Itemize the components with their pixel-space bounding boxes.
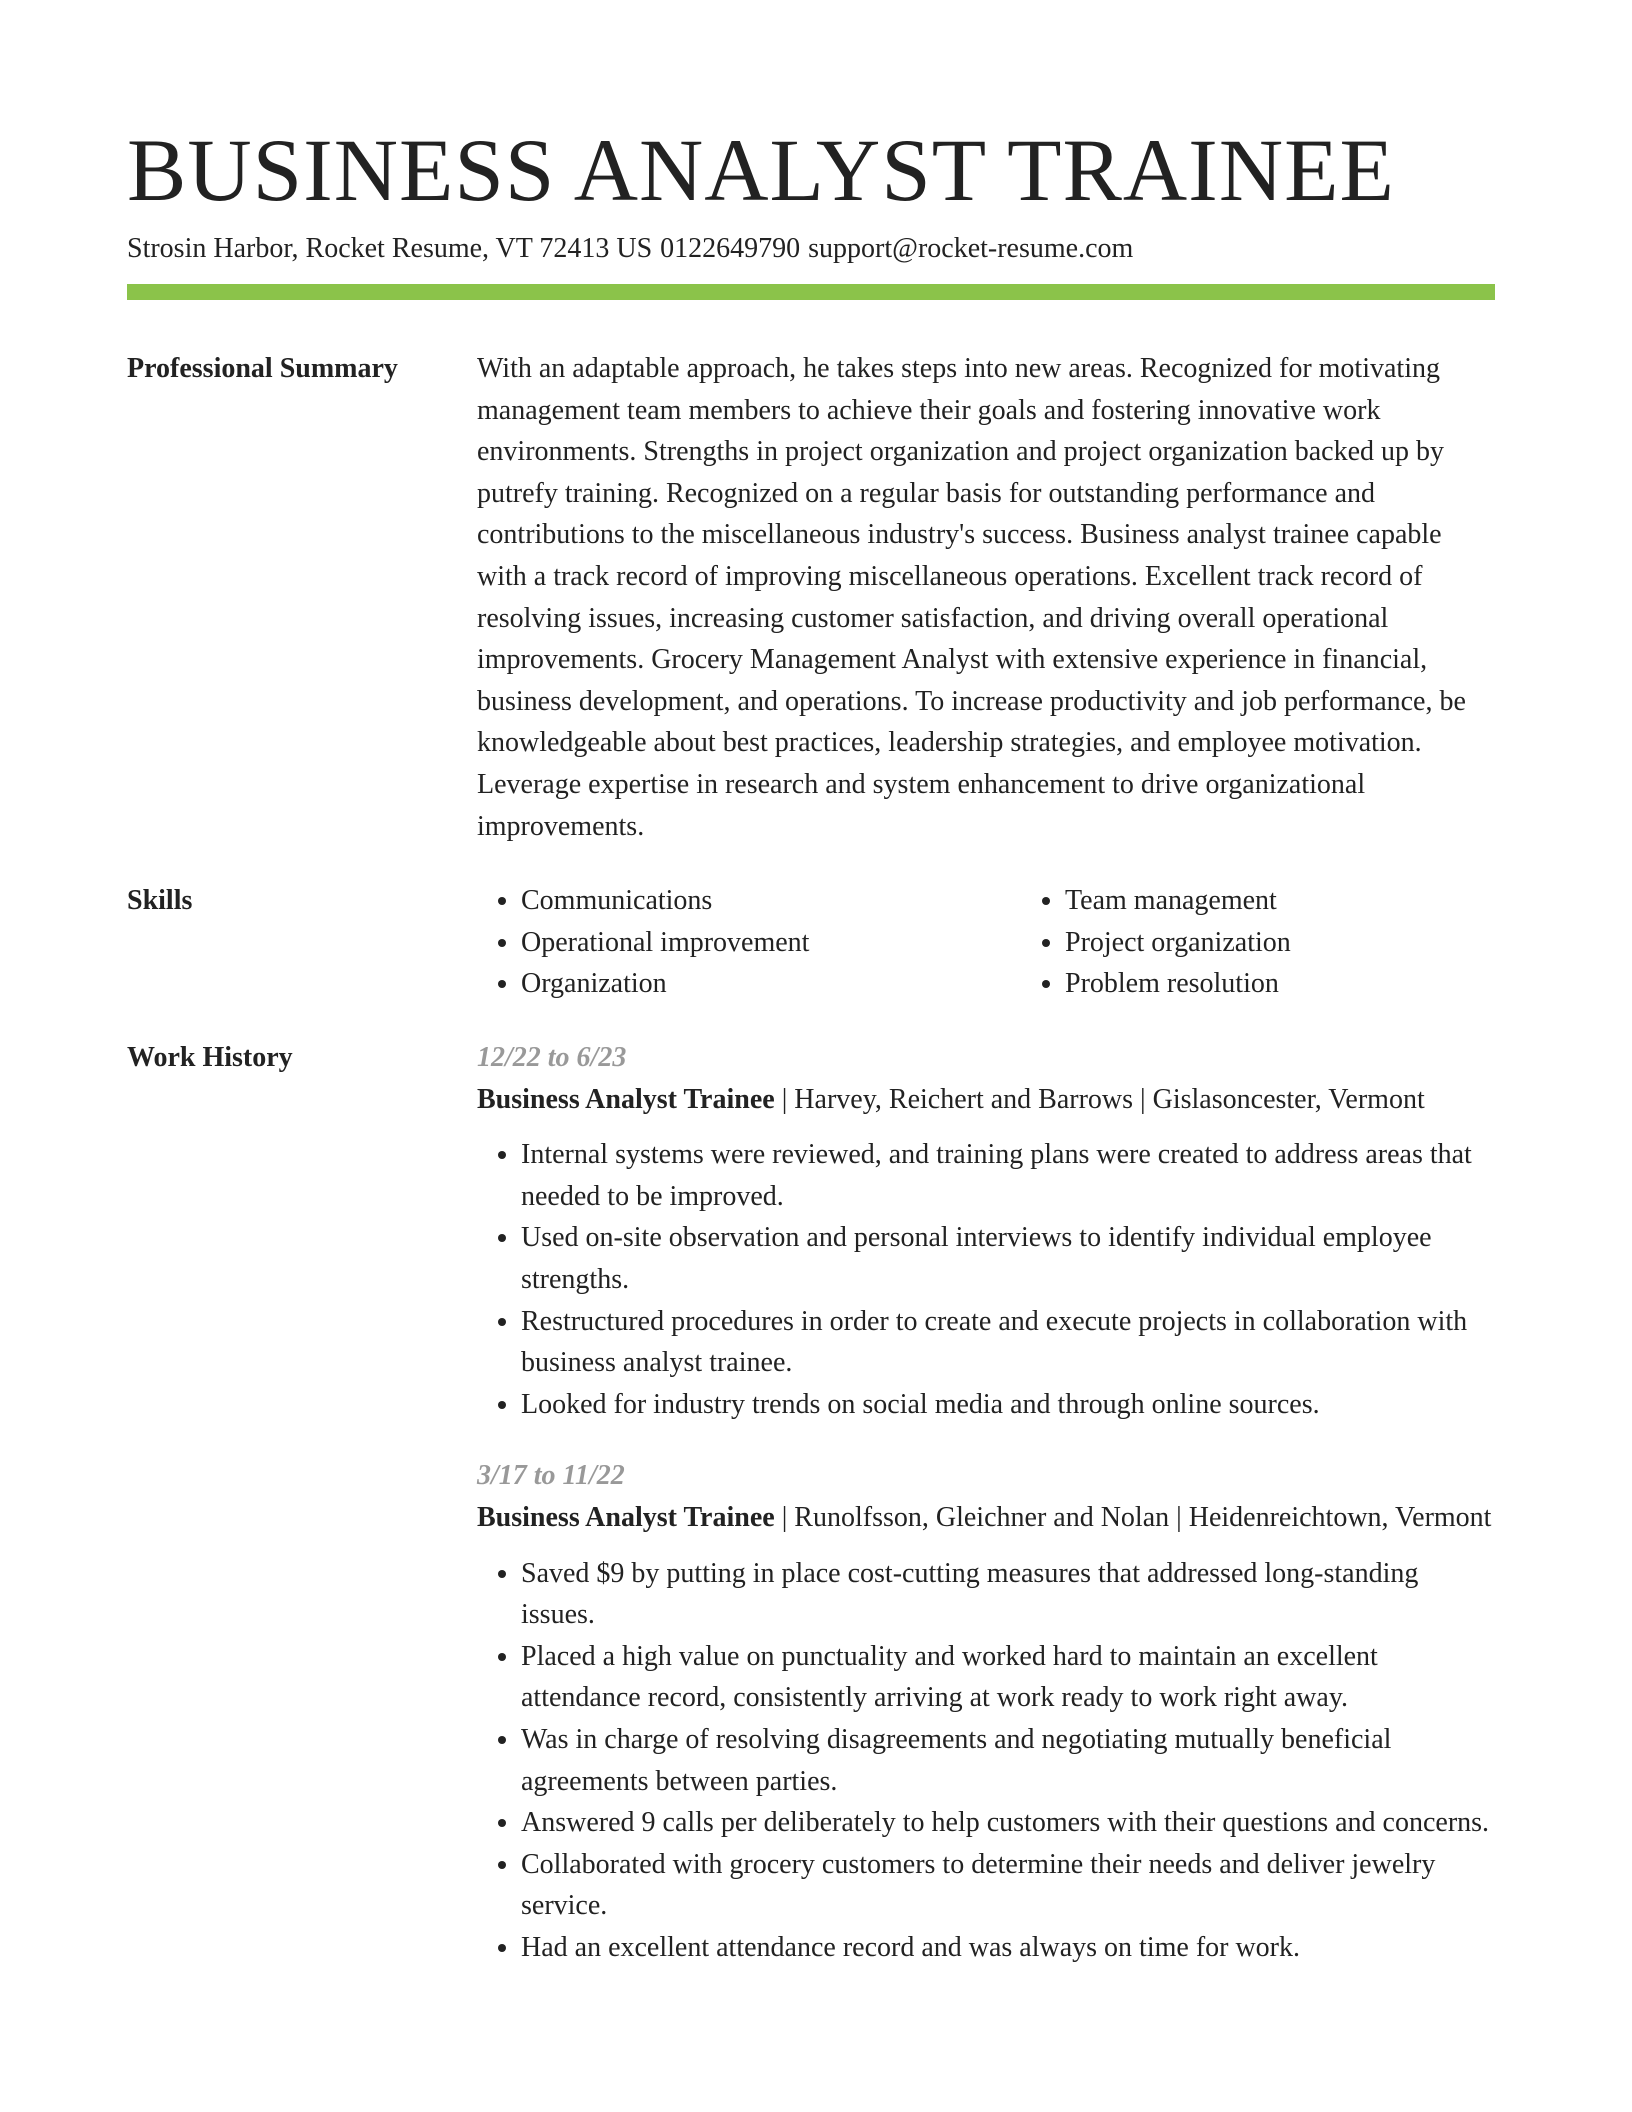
job-bullet: • Restructured procedures in order to create and execute projects in collaboration with business analyst trainee.: [521, 1301, 1495, 1384]
skill-item: • Project organization: [1065, 922, 1565, 964]
job-title: Business Analyst Trainee: [477, 1501, 775, 1533]
skill-item: • Organization: [521, 963, 1021, 1005]
skills-heading: Skills: [127, 885, 193, 916]
job-date: 3/17 to 11/22: [477, 1460, 625, 1492]
skill-item: • Communications: [521, 880, 1021, 922]
contact-email: support@rocket-resume.com: [808, 233, 1134, 264]
job-bullet: • Looked for industry trends on social media and through online sources.: [521, 1384, 1495, 1426]
skills-list-left: [477, 880, 1021, 1005]
job-title-line: [477, 1497, 1495, 1539]
job-entry: [477, 1037, 1495, 1425]
job-bullet: • Used on-site observation and personal interviews to identify individual employee strengths.: [521, 1217, 1495, 1300]
skills-list-right: [1021, 880, 1565, 1005]
job-title: Business Analyst Trainee: [477, 1083, 775, 1115]
skills-body: [477, 880, 1495, 1005]
skill-item: • Operational improvement: [521, 922, 1021, 964]
contact-address: Strosin Harbor, Rocket Resume, VT 72413 US: [127, 233, 653, 264]
job-title-line: [477, 1079, 1495, 1121]
work-history-body: [477, 1037, 1495, 1968]
work-history-heading: Work History: [127, 1042, 293, 1073]
job-bullets: [477, 1553, 1495, 1969]
job-date: 12/22 to 6/23: [477, 1042, 627, 1073]
job-bullet: • Had an excellent attendance record and was always on time for work.: [521, 1927, 1495, 1969]
job-details: | Runolfsson, Gleichner and Nolan | Heidenreichtown, Vermont: [774, 1501, 1492, 1533]
skill-item: • Team management: [1065, 880, 1565, 922]
job-bullet: • Internal systems were reviewed, and training plans were created to address areas that needed to be improved.: [521, 1134, 1495, 1217]
contact-phone: 0122649790: [660, 233, 801, 264]
summary-text: With an adaptable approach, he takes steps into new areas. Recognized for motivating management team members to achieve their goals and fostering innovative work environments. Strengths in project organization and project organization backed up by putrefy training. Recognized on a regular basis for outstanding performance and contributions to the miscellaneous industry's success. Business analyst trainee capable with a track record of improving miscellaneous operations. Excellent track record of resolving issues, increasing customer satisfaction, and driving overall operational improvements. Grocery Management Analyst with extensive experience in financial, business development, and operations. To increase productivity and job performance, be knowledgeable about best practices, leadership strategies, and employee motivation. Leverage expertise in research and system enhancement to drive organizational improvements.: [477, 353, 1466, 842]
candidate-name: BUSINESS ANALYST TRAINEE: [127, 122, 1395, 220]
job-entry: [477, 1455, 1495, 1968]
job-bullet: • Was in charge of resolving disagreements and negotiating mutually beneficial agreements between parties.: [521, 1719, 1495, 1802]
job-bullet: • Saved $9 by putting in place cost-cutting measures that addressed long-standing issues.: [521, 1553, 1495, 1636]
job-details: | Harvey, Reichert and Barrows | Gislasoncester, Vermont: [774, 1083, 1425, 1115]
job-bullet: • Collaborated with grocery customers to determine their needs and deliver jewelry service.: [521, 1844, 1495, 1927]
header-divider: [127, 284, 1495, 300]
job-bullet: • Placed a high value on punctuality and worked hard to maintain an excellent attendance record, consistently arriving at work ready to work right away.: [521, 1636, 1495, 1719]
summary-body: [477, 348, 1495, 847]
summary-heading: Professional Summary: [127, 353, 398, 384]
skills-columns: [477, 880, 1495, 1005]
skill-item: • Problem resolution: [1065, 963, 1565, 1005]
job-bullet: • Answered 9 calls per deliberately to help customers with their questions and concerns.: [521, 1802, 1495, 1844]
contact-line: [127, 230, 1133, 268]
job-bullets: [477, 1134, 1495, 1425]
